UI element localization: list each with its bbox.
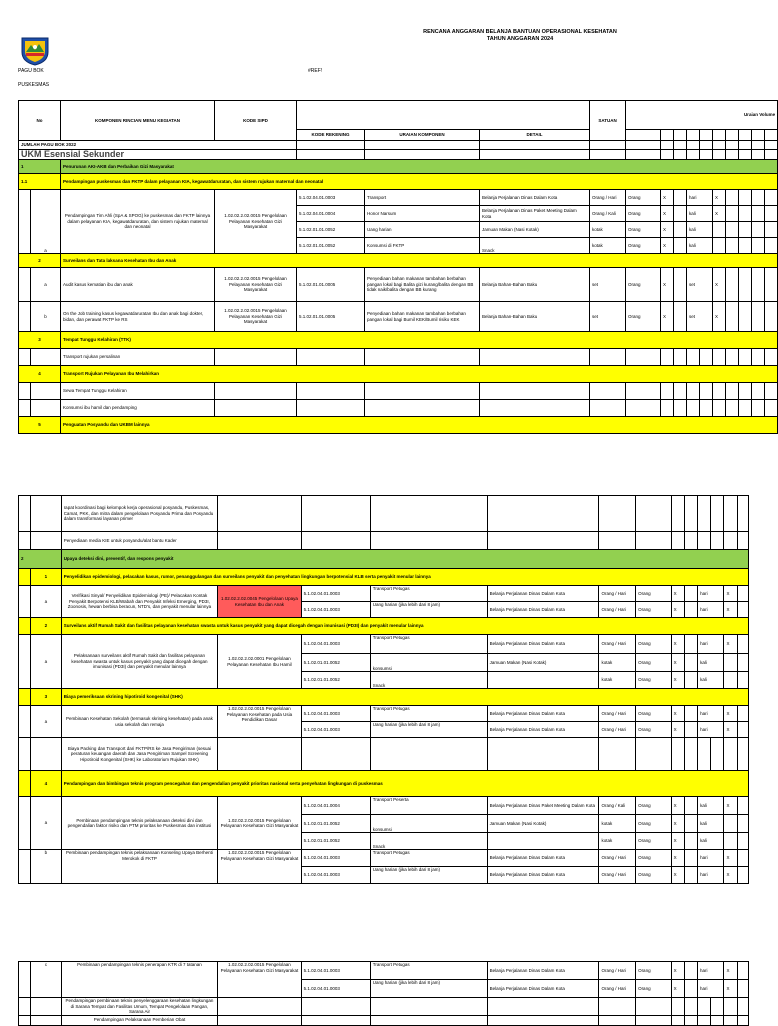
- table-row: Konsumsi ibu hamil dan pendamping: [19, 400, 778, 417]
- subsection-row: 3 Biaya pemeriksaan skrining hipotiroid kongenital (SHK): [19, 689, 749, 706]
- subsection-title: Penguatan Posyandu dan UKBM lainnya: [61, 417, 778, 434]
- table-row: 5.1.02.01.01.0052 Snack kotak Orang X kali: [19, 833, 749, 850]
- budget-table-page2: [18, 495, 749, 884]
- table-row: b On the Job training kasus kegawatdaruratan Ibu dan anak bagi dokter, bidan, dan perawat FKTP ke RS 1.02.02.2.02.0015 Pengelolaan Pelayanan Kesehatan Gizi Masyarakat 5.1.02.01.01.0005 Penyediaan bahan makanan tambahan berbahan pangan lokal bagi Bumil KEK/Bumil risiko KEK Belanja Bahan-Bahan Baku set Orang X set X: [19, 302, 778, 332]
- table-row: a Pelaksanaan surveilans aktif Rumah Sakit dan fasilitas pelayanan kesehatan swasta untuk kasus penyakit yang dapat dicegah dengan imunisasi (PD3I) dan penyakit menular lainnya 1.02.02.2.02.0001 Pengelolaan Pelayanan Kesehatan Ibu Hamil 5.1.02.04.01.0003 Transport Petugas Belanja Perjalanan Dinas Dalam Kota Orang / Hari Orang X hari X: [19, 635, 749, 654]
- col-satuan: SATUAN: [590, 101, 626, 141]
- section-title: Penurunan AKI-AKB dan Perbaikan Gizi Masyarakat: [61, 160, 778, 174]
- table-row: Pendampingan Pelaksanaan Pemberian Obat: [19, 1015, 749, 1025]
- subsection-title: Surveilans dan Tata laksana Kesehatan Ibu dan Anak: [61, 254, 778, 268]
- table-row: c Pembinaan pendampingan teknis penerapan KTR di 7 tatanan 1.02.02.2.02.0015 Pengelolaan Pelayanan Kesehatan Gizi Masyarakat 5.1.02.04.01.0003 Transport Petugas Belanja Perjalanan Dinas Dalam Kota Orang / Hari Orang X hari X: [19, 962, 749, 980]
- table-row: Transport rujukan persalinan: [19, 349, 778, 366]
- section-row: 2 Upaya deteksi dini, preventif, dan respons penyakit: [19, 550, 749, 569]
- table-row: a Pembinaan pendampingan teknis pelaksanaan deteksi dini dan pengendalian faktor risiko dan PTM prioritas ke Puskesmas dan institusi 1.02.02.2.02.0015 Pengelolaan Pelayanan Kesehatan Gizi Masyarakat 5.1.02.04.01.0004 Transport Peserta Belanja Perjalanan Dinas Paket Meeting Dalam Kota Orang / Kali Orang X kali X: [19, 797, 749, 815]
- subsection-title: Penyelidikan epidemiologi, pelacakan kasus, rumor, penanggulangan dan surveilans penyakit dan penyehatan lingkungan berpotensial KLB serta penyakit menular lainnya: [61, 569, 748, 586]
- budget-table-page1: [18, 100, 778, 434]
- subsection-row: 2 Surveilans aktif Rumah Sakit dan fasilitas pelayanan kesehatan swasta untuk kasus penyakit yang dapat dicegah dengan imunisasi (PD3I) dan penyakit menular lainnya: [19, 618, 749, 635]
- col-kode-sipd: KODE SIPD: [215, 101, 297, 141]
- table-row: Pendampingan pembinaan teknis penyelenggaraan kesehatan lingkungan di Sarana Tempat dan Fasilitas Umum, Tempat Pengelolaan Pangan, Sarana Air: [19, 998, 749, 1016]
- table-row: 5.1.02.04.01.0003 Uang harian (jika lebih dari 8 jam) Belanja Perjalanan Dinas Dalam Kota Orang / Hari Orang X hari X: [19, 980, 749, 998]
- col-uraian-komponen: URAIAN KOMPONEN: [365, 130, 480, 141]
- section-title: Upaya deteksi dini, preventif, dan respons penyakit: [61, 550, 748, 569]
- table-row: 5.1.02.04.01.0003 Uang harian (jika lebih dari 8 jam) Belanja Perjalanan Dinas Dalam Kota Orang / Hari Orang X hari X: [19, 722, 749, 738]
- table-row: a Pembinaan Kesehatan Sekolah (termasuk skrining kesehatan) pada anak usia sekolah dan remaja 1.02.02.2.02.0015 Pengelolaan Pelayanan Kesehatan pada Usia Pendidikan Dasar 5.1.02.04.01.0003 Transport Petugas Belanja Perjalanan Dinas Dalam Kota Orang / Hari Orang X hari X: [19, 706, 749, 722]
- subsection-row: 1.1 Pendampingan puskesmas dan FKTP dalam pelayanan KIA, kegawatdaruratan, dan sistem rujukan maternal dan neonatal: [19, 174, 778, 190]
- header-row: [19, 101, 778, 130]
- subsection-title: Biaya pemeriksaan skrining hipotiroid kongenital (SHK): [61, 689, 748, 706]
- puskesmas-label: PUSKESMAS: [18, 82, 50, 88]
- budget-table-page3: [18, 961, 749, 1026]
- logo-emblem: [18, 32, 52, 66]
- table-row: 5.1.02.01.01.0052 konsumsi Jamuan Makan (Nasi Kotak) kotak Orang X kali: [19, 815, 749, 833]
- table-row: Biaya Packing dan Transport dari FKTP/RS ke Jasa Pengiriman (sesuai peraturan keuangan daerah dan Jasa Pengiriman Sampel Screening Hipotiroid Kongenital (SHK) ke Laboratorium Rujukan SHK): [19, 738, 749, 771]
- subsection-title: Surveilans aktif Rumah Sakit dan fasilitas pelayanan kesehatan swasta untuk kasus penyakit yang dapat dicegah dengan imunisasi (PD3I) dan penyakit menular lainnya: [61, 618, 748, 635]
- subsection-row: 5 Penguatan Posyandu dan UKBM lainnya: [19, 417, 778, 434]
- table-row: Sewa Tempat Tunggu Kelahiran: [19, 383, 778, 400]
- col-detail: DETAIL: [480, 130, 590, 141]
- kode-sipd-highlight: 1.02.02.2.02.0045 Pengelolaan Upaya Kesehatan Ibu dan Anak: [218, 586, 301, 618]
- subsection-title: Pendampingan dan bimbingan teknis program pencegahan dan pengendalian penyakit prioritas nasional serta penyehatan lingkungan di puskesmas: [61, 771, 748, 797]
- report-title: RENCANA ANGGARAN BELANJA BANTUAN OPERASIONAL KESEHATAN: [423, 29, 617, 35]
- subsection-row: 4 Transport Rujukan Pelayanan Ibu Melahirkan: [19, 366, 778, 383]
- subsection-title: Transport Rujukan Pelayanan Ibu Melahirkan: [61, 366, 778, 383]
- jumlah-pagu-row: [19, 141, 778, 150]
- subsection-title: Tempat Tunggu Kelahiran (TTK): [61, 332, 778, 349]
- subsection-row: 3 Tempat Tunggu Kelahiran (TTK): [19, 332, 778, 349]
- section-row: 1 Penurunan AKI-AKB dan Perbaikan Gizi Masyarakat: [19, 160, 778, 174]
- table-row: rapat koordinasi bagi kelompok kerja operasional posyandu, Puskesmas, Camat, PKK, dan mitra dalam pengelolaan Posyandu Prima dan Posyandu dalam transformasi layanan primer: [19, 496, 749, 532]
- ukm-esensial-title: UKM Esensial Sekunder: [19, 150, 297, 160]
- table-row: 5.1.02.01.01.0052 Konsumsi di FKTP Snack kotak Orang X kali: [19, 238, 778, 254]
- table-row: Penyediaan media KIE untuk posyandu/alat bantu Kader: [19, 532, 749, 550]
- report-year: TAHUN ANGGARAN 2024: [486, 36, 554, 42]
- jumlah-pagu-label: JUMLAH PAGU BOK 2022: [19, 141, 297, 150]
- table-row: 5.1.02.01.01.0052 Uang harian Jamuan Makan (Nasi Kotak) kotak Orang X kali: [19, 222, 778, 238]
- subsection-title: Pendampingan puskesmas dan FKTP dalam pelayanan KIA, kegawatdaruratan, dan sistem rujukan maternal dan neonatal: [61, 174, 778, 190]
- table-row: b Pembinaan pendampingan teknis pelaksanaan Konseling Upaya Berhenti Merokok di FKTP 1.02.02.2.02.0015 Pengelolaan Pelayanan Kesehatan Gizi Masyarakat 5.1.02.04.01.0003 Transport Petugas Belanja Perjalanan Dinas Dalam Kota Orang / Hari Orang X hari X: [19, 850, 749, 867]
- table-row: 5.1.02.04.01.0004 Honor Narsum Belanja Perjalanan Dinas Paket Meeting Dalam Kota Orang / Kali Orang X kali X: [19, 206, 778, 222]
- table-row: 5.1.02.01.01.0052 Snack kotak Orang X kali: [19, 672, 749, 689]
- col-komponen: KOMPONEN RINCIAN MENU KEGIATAN: [61, 101, 215, 141]
- table-row: a Pendampingan Tim Ahli (SpA & SPOG) ke puskesmas dan FKTP lainnya dalam pelayanan KIA, kegawatdaruratan, dan sistem rujukan maternal dan neonatal 1.02.02.2.02.0015 Pengelolaan Pelayanan Kesehatan Gizi Masyarakat 5.1.02.04.01.0003 Transport Belanja Perjalanan Dinas Dalam Kota Orang / Hari Orang X hari X: [19, 190, 778, 206]
- subsection-row: 2 Surveilans dan Tata laksana Kesehatan Ibu dan Anak: [19, 254, 778, 268]
- table-row: 5.1.02.04.01.0003 Uang harian (jika lebih dari 8 jam) Belanja Perjalanan Dinas Dalam Kota Orang / Hari Orang X hari X: [19, 867, 749, 884]
- pagu-value: #REF!: [308, 68, 323, 74]
- pagu-label: PAGU BOK: [18, 68, 44, 74]
- table-row: 5.1.02.01.01.0052 konsumsi Jamuan Makan (Nasi Kotak) kotak Orang X kali: [19, 654, 749, 672]
- col-uraian-volume: Uraian Volume: [626, 101, 778, 130]
- subsection-row: 4 Pendampingan dan bimbingan teknis program pencegahan dan pengendalian penyakit prioritas nasional serta penyehatan lingkungan di puskesmas: [19, 771, 749, 797]
- table-row: 5.1.02.04.01.0003 Uang harian (jika lebih dari 8 jam) Belanja Perjalanan Dinas Dalam Kota Orang / Hari Orang X hari X: [19, 602, 749, 618]
- col-kode-rekening: KODE REKENING: [297, 130, 365, 141]
- table-row: a Audit kasus kematian ibu dan anak 1.02.02.2.02.0015 Pengelolaan Pelayanan Kesehatan Gizi Masyarakat 5.1.02.01.01.0005 Penyediaan bahan makanan tambahan berbahan pangan lokal bagi Balita gizi kurang/balita dengan BB tidak naik/balita dengan BB kurang Belanja Bahan-Bahan Baku set Orang X set X: [19, 268, 778, 302]
- subsection-row: 1 Penyelidikan epidemiologi, pelacakan kasus, rumor, penanggulangan dan surveilans penyakit dan penyehatan lingkungan berpotensial KLB serta penyakit menular lainnya: [19, 569, 749, 586]
- col-no: No: [19, 101, 61, 141]
- ukm-row: [19, 150, 778, 160]
- table-row: a Verifikasi Sinyal/ Penyelidikan Epidemiologi (PE)/ Pelacakan Kontak Penyakit Berpotensi KLB/Wabah dan Penyakit Infeksi Emerging, PD3I, Zoonosis, hewan berbisa beracun, NTD's, dan penyakit menular lainnya 1.02.02.2.02.0045 Pengelolaan Upaya Kesehatan Ibu dan Anak 5.1.02.04.01.0003 Transport Petugas Belanja Perjalanan Dinas Dalam Kota Orang / Hari Orang X hari X: [19, 586, 749, 602]
